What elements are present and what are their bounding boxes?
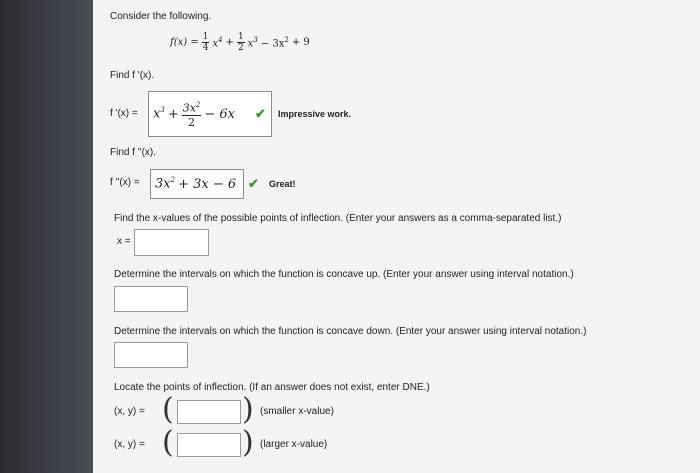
q2-prompt: Find f ''(x). bbox=[110, 147, 157, 158]
question-page bbox=[93, 0, 700, 473]
left-paren: ( bbox=[162, 392, 174, 427]
q5-prompt: Determine the intervals on which the function is concave down. (Enter your answer using interval notation.) bbox=[114, 326, 587, 337]
q1-label: f '(x) = bbox=[110, 108, 138, 119]
q6-prompt: Locate the points of inflection. (If an answer does not exist, enter DNE.) bbox=[114, 382, 430, 393]
concave-down-input[interactable] bbox=[114, 342, 188, 368]
q6-label-larger: (x, y) = bbox=[114, 439, 145, 450]
q1-check-icon: ✔ bbox=[255, 106, 266, 121]
q2-label: f ''(x) = bbox=[110, 177, 140, 188]
second-derivative-input[interactable]: $3x^2$ + 3x − 6 bbox=[150, 169, 244, 199]
right-paren: ) bbox=[242, 392, 254, 427]
right-paren: ) bbox=[242, 425, 254, 460]
inflection-point-smaller-input[interactable] bbox=[177, 400, 241, 424]
q3-label: x = bbox=[117, 236, 131, 247]
q6-hint-smaller: (smaller x-value) bbox=[260, 406, 334, 417]
intro-text: Consider the following. bbox=[110, 11, 212, 22]
left-paren: ( bbox=[162, 425, 174, 460]
q1-feedback: Impressive work. bbox=[278, 109, 352, 119]
background-edge bbox=[0, 0, 93, 473]
q2-check-icon: ✔ bbox=[248, 176, 259, 191]
inflection-x-values-input[interactable] bbox=[134, 229, 209, 256]
inflection-point-larger-input[interactable] bbox=[177, 433, 241, 457]
function-definition: f(x) = $\frac{1}{4}$ $x^4$ + $\frac{1}{2}$ $x^3$ − $3x^2$ + 9 bbox=[170, 32, 310, 53]
concave-up-input[interactable] bbox=[114, 286, 188, 312]
q1-prompt: Find f '(x). bbox=[110, 70, 155, 81]
q2-feedback: Great! bbox=[269, 179, 296, 189]
q3-prompt: Find the x-values of the possible points of inflection. (Enter your answers as a comma-separated list.) bbox=[114, 213, 562, 224]
q6-hint-larger: (larger x-value) bbox=[260, 439, 328, 450]
q4-prompt: Determine the intervals on which the function is concave up. (Enter your answer using interval notation.) bbox=[114, 269, 574, 280]
q6-label-smaller: (x, y) = bbox=[114, 406, 145, 417]
first-derivative-input[interactable]: $x^3$ + $\frac{3x^2}{2}$ − 6x bbox=[148, 91, 272, 137]
